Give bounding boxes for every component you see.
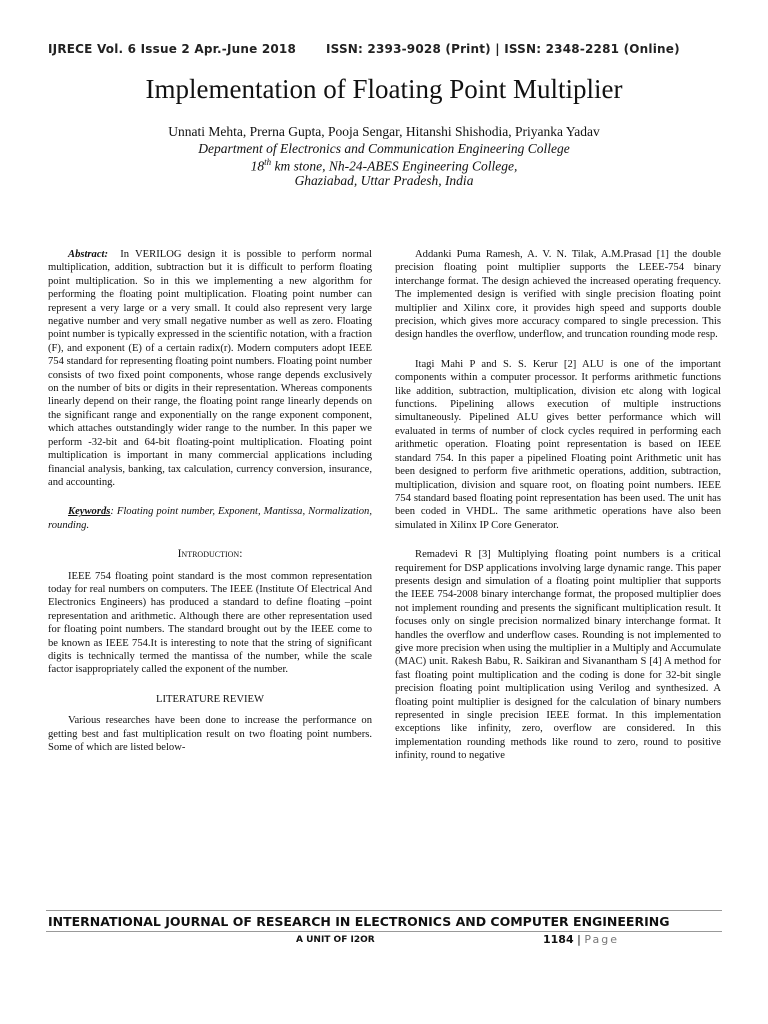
literature-review-text: Various researches have been done to increase the performance on getting best and fast multiplication result on two floating point numbers. Some of which are listed below- <box>48 715 372 753</box>
address-rest: km stone, Nh-24-ABES Engineering College, <box>271 158 518 174</box>
abstract-text: In VERILOG design it is possible to perform normal multiplication, addition, subtraction but it is difficult to perform floating point multiplication. So in this we implementing a new algorithm for performing the floating point multiplication. Floating point number can represent a very large or a very small. It could also represent very large negative number and very small negative number as well as zero. Floating point number is typically expressed in the scientific notation, with a fraction (F), and exponent (E) of a certain radix(r). Modern computers adopt IEEE 754 standard for representing floating point numbers. Floating point number consists of two fixed point components, whose range depends exclusively on the number of bits or digits in their representation. Whereas components linearly depend on their range, the floating point range linearly depends on the significant range and exponentially on the range exponent component, which attaches outstandingly wider range to the number. In this paper we perform -32-bit and 64-bit floating-point multiplication. Floating point multiplication is important in many commercial applications including financial analysis, banking, tax calculation, currency conversion, insurance, and accounting. <box>48 249 373 488</box>
keywords-text: : Floating point number, Exponent, Mantissa, Normalization, rounding. <box>48 506 372 531</box>
literature-review-heading: LITERATURE REVIEW <box>156 693 264 705</box>
footer-unit: A UNIT OF I2OR <box>296 935 375 945</box>
address-ordinal: th <box>264 157 272 167</box>
footer-top-rule <box>46 910 722 911</box>
left-column <box>48 248 372 770</box>
page-separator: | <box>573 933 585 946</box>
affiliation-department: Department of Electronics and Communication Engineering College <box>198 141 570 156</box>
footer-journal-name: INTERNATIONAL JOURNAL OF RESEARCH IN ELECTRONICS AND COMPUTER ENGINEERING <box>48 914 670 929</box>
footer-bottom-rule <box>46 931 722 932</box>
review-paragraph-3: Remadevi R [3] Multiplying floating point numbers is a critical requirement for DSP applications involving large dynamic range. This paper presents design and simulation of a floating point multiplier that supports the IEEE 754-2008 binary interchange format, the proposed multiplier does not implement rounding and presents the significant multiplication result. It focuses only on single precision normalized binary interchange format. It handles the overflow and underflow cases. Rounding is not implemented to give more precision when using the multiplier in a Multiply and Accumulate (MAC) unit. Rakesh Babu, R. Saikiran and Sivanantham S [4] A method for fast floating point multiplication and the coding is done for 32-bit single precision floating point multiplication using Verilog and synthesized. A floating point multiplier is designed for the calculation of binary numbers represented in single precision IEEE format. In this implementation exceptions like infinity, zero, overflow are considered. In this implementation rounding methods like round to zero, round to positive infinity, round to negative <box>395 549 721 762</box>
introduction-heading: Introduction: <box>177 548 243 561</box>
review-paragraph-2: Itagi Mahi P and S. S. Kerur [2] ALU is one of the important components within a computer processor. It performs arithmetic functions like addition, subtraction, multiplication, division etc along with logical functions. Pipelining allows execution of multiple instructions simultaneously. Pipelined ALU gives better performance which will evaluated in terms of number of clock cycles required in performing each arithmetic operation. Floating point representation is based on IEEE standard 754. In this paper a pipelined Floating point Arithmetic unit has been designed to perform five arithmetic operations, addition, subtraction, multiplication, division and square root, on floating point numbers. IEEE 754 standard based floating point representation has been used. The unit has been coded in VHDL. The same arithmetic operations have also been simulated in Xilinx IP Core Generator. <box>395 358 721 531</box>
journal-header <box>48 42 720 62</box>
paper-title: Implementation of Floating Point Multiplier <box>145 74 623 104</box>
journal-issue-info: IJRECE Vol. 6 Issue 2 Apr.-June 2018 <box>48 42 297 56</box>
keywords-label: Keywords <box>68 506 111 518</box>
keywords <box>48 505 372 532</box>
affiliation-address <box>0 157 768 175</box>
review-paragraph-1: Addanki Puma Ramesh, A. V. N. Tilak, A.M.Prasad [1] the double precision floating point multiplier supports the LEEE-754 binary interchange format. The design achieved the increased operating frequency. The implemented design is verified with single precision floating point multiplier and Xilinx core, it provides high speed and supports double precision, which gives more accuracy compared to single precession. This design handles the overflow, underflow, and truncation rounding mode resp. <box>395 249 721 341</box>
address-number: 18 <box>250 158 265 174</box>
right-column <box>395 248 721 779</box>
author-list: Unnati Mehta, Prerna Gupta, Pooja Sengar, Hitanshi Shishodia, Priyanka Yadav <box>168 124 600 139</box>
abstract-label: Abstract: <box>68 249 109 260</box>
abstract <box>48 248 372 489</box>
page-number-value: 1184 <box>543 933 574 946</box>
affiliation-location: Ghaziabad, Uttar Pradesh, India <box>294 173 474 188</box>
page-number <box>543 933 619 946</box>
issn-info: ISSN: 2393-9028 (Print) | ISSN: 2348-2281 (Online) <box>326 42 680 56</box>
introduction-text: IEEE 754 floating point standard is the most common representation today for real numbers on computers. The IEEE (Institute Of Electrical And Electronics Engineers) has produced a standard to define floating –point representation and arithmetic. Although there are other representation used for floating point numbers. The standard brought out by the IEEE come to be known as IEEE 754.It is interesting to note that the string of significant digits is technically termed the mantissa of the number, while the scale factor isappropriately called the exponent of the number. <box>48 570 372 676</box>
page-word: Page <box>584 933 619 946</box>
